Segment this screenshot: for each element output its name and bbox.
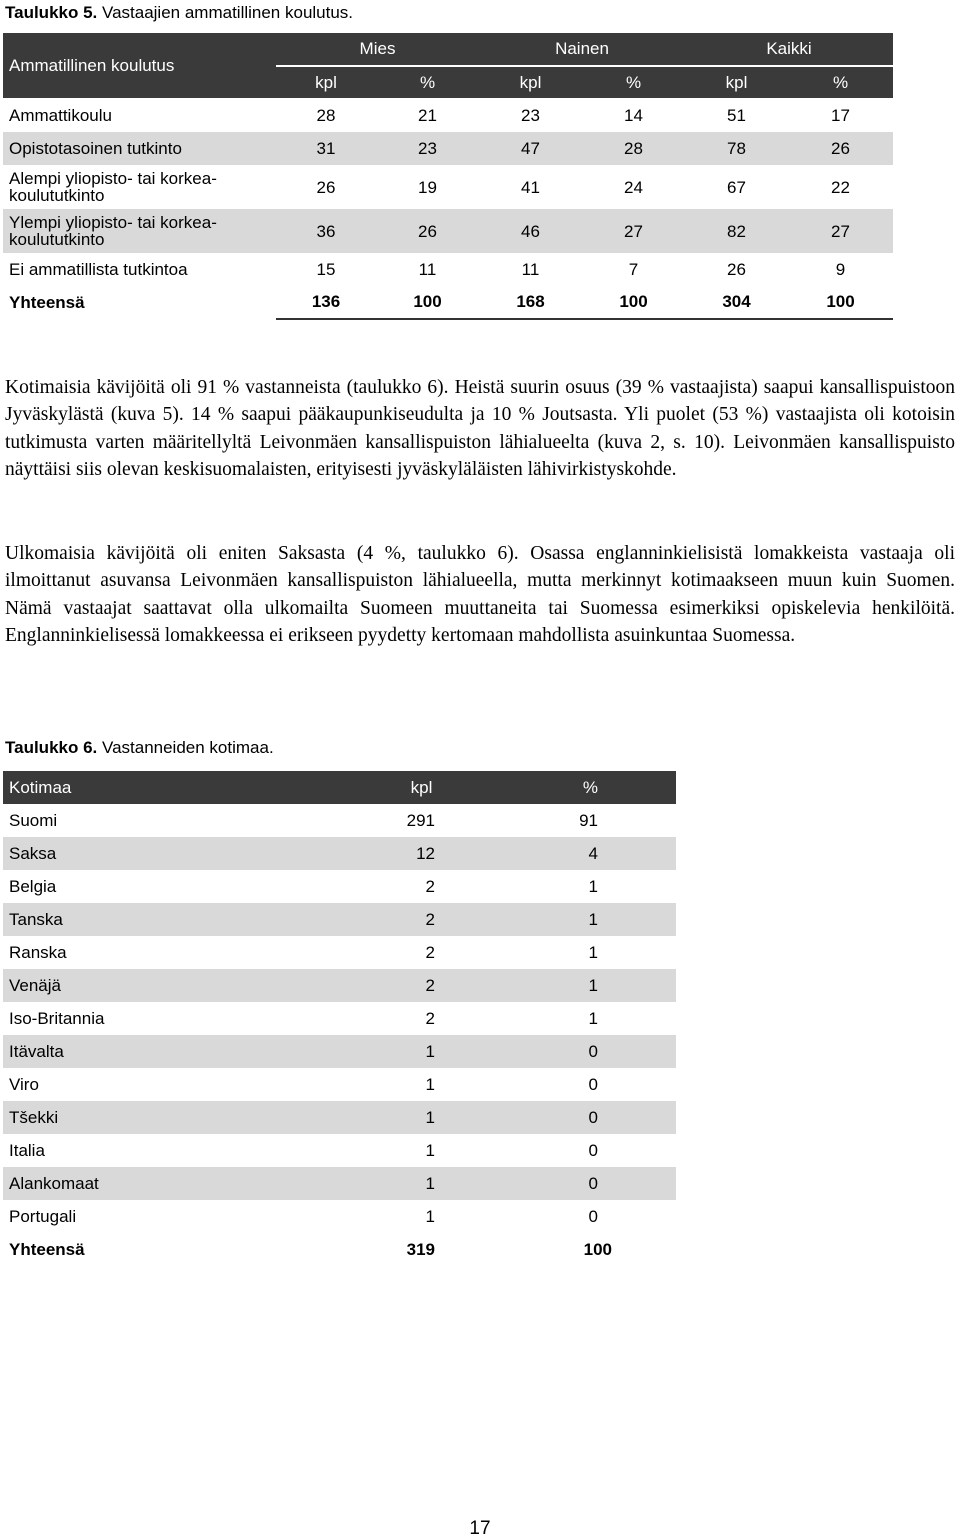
page-number: 17 (469, 1518, 491, 1539)
country-cell: Suomi (3, 804, 336, 837)
pct-cell: 1 (507, 903, 676, 936)
country-cell: Tanska (3, 903, 336, 936)
kpl-cell: 2 (336, 936, 507, 969)
table-cell: 28 (582, 132, 685, 165)
country-cell: Alankomaat (3, 1167, 336, 1200)
table-row (3, 99, 893, 132)
country-cell: Itävalta (3, 1035, 336, 1068)
table-row (3, 1200, 676, 1233)
table-row (3, 936, 676, 969)
subheader-pct: % (582, 66, 685, 99)
table-cell: 51 (685, 99, 788, 132)
country-cell: Iso-Britannia (3, 1002, 336, 1035)
country-cell: Italia (3, 1134, 336, 1167)
kpl-cell: 2 (336, 870, 507, 903)
body-paragraph-foreign: Ulkomaisia kävijöitä oli eniten Saksasta (4 %, taulukko 6). Osassa englanninkielisistä lomakkeista vastaaja oli ilmoittanut asuvansa Leivonmäen kansallispuiston lähialueella, mutta merkinnyt kotimaakseen muun kuin Suomen. Nämä vastaajat saattavat olla ulkomailta Suomeen muuttaneita tai Suomessa esimerkiksi opiskelevia henkilöitä. Englanninkielisessä lomakkeessa ei erikseen pyydetty kertomaan mahdollista asuinkuntaa Suomessa. (5, 543, 955, 646)
total-label: Yhteensä (3, 286, 276, 319)
row-label: Opistotasoinen tutkinto (3, 132, 276, 165)
pct-cell: 0 (507, 1200, 676, 1233)
country-cell: Saksa (3, 837, 336, 870)
pct-cell: 0 (507, 1167, 676, 1200)
row-label: Ei ammatillista tutkintoa (3, 253, 276, 286)
subheader-kpl: kpl (685, 66, 788, 99)
table-row (3, 1101, 676, 1134)
table-cell: 9 (788, 253, 893, 286)
subheader-kpl: kpl (479, 66, 582, 99)
table6-caption-number: Taulukko 6. (5, 738, 98, 757)
kpl-cell: 2 (336, 969, 507, 1002)
table-row (3, 1068, 676, 1101)
header-kpl: kpl (336, 771, 507, 804)
pct-cell: 0 (507, 1035, 676, 1068)
pct-cell: 0 (507, 1068, 676, 1101)
table-cell: 11 (376, 253, 479, 286)
table-row (3, 870, 676, 903)
table-row (3, 209, 893, 253)
table-row (3, 1035, 676, 1068)
table-row (3, 837, 676, 870)
pct-cell: 91 (507, 804, 676, 837)
table6-caption-text: Vastanneiden kotimaa. (97, 738, 274, 757)
table-cell: 28 (276, 99, 376, 132)
education-table (3, 33, 893, 320)
table-cell: 17 (788, 99, 893, 132)
total-label: Yhteensä (3, 1233, 336, 1266)
total-cell: 304 (685, 286, 788, 319)
total-cell: 100 (376, 286, 479, 319)
table-cell: 26 (685, 253, 788, 286)
table-cell: 15 (276, 253, 376, 286)
table-row (3, 132, 893, 165)
country-cell: Portugali (3, 1200, 336, 1233)
country-cell: Viro (3, 1068, 336, 1101)
country-cell: Belgia (3, 870, 336, 903)
table5-caption-number: Taulukko 5. (5, 3, 98, 22)
pct-cell: 1 (507, 969, 676, 1002)
table-cell: 27 (582, 209, 685, 253)
row-header-education: Ammatillinen koulutus (3, 33, 276, 99)
table-row (3, 253, 893, 286)
pct-cell: 1 (507, 1002, 676, 1035)
table-cell: 23 (479, 99, 582, 132)
table-row (3, 1167, 676, 1200)
table-cell: 21 (376, 99, 479, 132)
table-row (3, 969, 676, 1002)
total-pct: 100 (507, 1233, 676, 1266)
table-cell: 78 (685, 132, 788, 165)
kpl-cell: 2 (336, 903, 507, 936)
table-cell: 14 (582, 99, 685, 132)
table-cell: 82 (685, 209, 788, 253)
total-kpl: 319 (336, 1233, 507, 1266)
kpl-cell: 1 (336, 1134, 507, 1167)
group-header-kaikki: Kaikki (685, 33, 893, 66)
table-cell: 23 (376, 132, 479, 165)
row-label: Alempi yliopisto- tai korkea-koulututkinto (3, 165, 276, 209)
table-row (3, 165, 893, 209)
table-cell: 26 (276, 165, 376, 209)
kpl-cell: 1 (336, 1101, 507, 1134)
table-cell: 46 (479, 209, 582, 253)
kpl-cell: 1 (336, 1035, 507, 1068)
total-cell: 168 (479, 286, 582, 319)
group-header-mies: Mies (276, 33, 479, 66)
table-cell: 19 (376, 165, 479, 209)
row-label: Ylempi yliopisto- tai korkea-koulututkinto (3, 209, 276, 253)
table-cell: 26 (788, 132, 893, 165)
table5-caption-text: Vastaajien ammatillinen koulutus. (97, 3, 354, 22)
table6-caption (5, 738, 274, 758)
body-paragraph-domestic: Kotimaisia kävijöitä oli 91 % vastanneista (taulukko 6). Heistä suurin osuus (39 % vastaajista) saapui kansallispuistoon Jyväskylästä (kuva 5). 14 % saapui pääkaupunkiseudulta ja 10 % Joutsasta. Yli puolet (53 %) vastaajista oli kotoisin tutkimusta varten määritellyltä Leivonmäen kansallispuiston lähialueelta (kuva 2, s. 10). Leivonmäen kansallispuisto näyttäisi siis olevan keskisuomalaisten, erityisesti jyväskyläläisten lähivirkistyskohde. (5, 377, 955, 480)
kpl-cell: 1 (336, 1200, 507, 1233)
total-row (3, 1233, 676, 1266)
table-cell: 41 (479, 165, 582, 209)
country-cell: Venäjä (3, 969, 336, 1002)
total-cell: 100 (582, 286, 685, 319)
table-cell: 26 (376, 209, 479, 253)
table-row (3, 804, 676, 837)
table-cell: 22 (788, 165, 893, 209)
kpl-cell: 1 (336, 1068, 507, 1101)
table-cell: 47 (479, 132, 582, 165)
row-label: Ammattikoulu (3, 99, 276, 132)
kpl-cell: 1 (336, 1167, 507, 1200)
kpl-cell: 12 (336, 837, 507, 870)
kpl-cell: 291 (336, 804, 507, 837)
header-pct: % (507, 771, 676, 804)
total-cell: 136 (276, 286, 376, 319)
home-country-table (3, 771, 676, 1266)
table-cell: 7 (582, 253, 685, 286)
table-cell: 27 (788, 209, 893, 253)
subheader-pct: % (376, 66, 479, 99)
total-row (3, 286, 893, 319)
group-header-nainen: Nainen (479, 33, 685, 66)
table-cell: 67 (685, 165, 788, 209)
subheader-pct: % (788, 66, 893, 99)
total-cell: 100 (788, 286, 893, 319)
header-country: Kotimaa (3, 771, 336, 804)
table5-caption (5, 3, 353, 23)
country-cell: Ranska (3, 936, 336, 969)
subheader-kpl: kpl (276, 66, 376, 99)
table-row (3, 1134, 676, 1167)
pct-cell: 0 (507, 1101, 676, 1134)
table-row (3, 903, 676, 936)
pct-cell: 0 (507, 1134, 676, 1167)
kpl-cell: 2 (336, 1002, 507, 1035)
pct-cell: 1 (507, 936, 676, 969)
pct-cell: 1 (507, 870, 676, 903)
table-cell: 24 (582, 165, 685, 209)
table-cell: 11 (479, 253, 582, 286)
table-cell: 31 (276, 132, 376, 165)
pct-cell: 4 (507, 837, 676, 870)
country-cell: Tšekki (3, 1101, 336, 1134)
table-cell: 36 (276, 209, 376, 253)
table-row (3, 1002, 676, 1035)
